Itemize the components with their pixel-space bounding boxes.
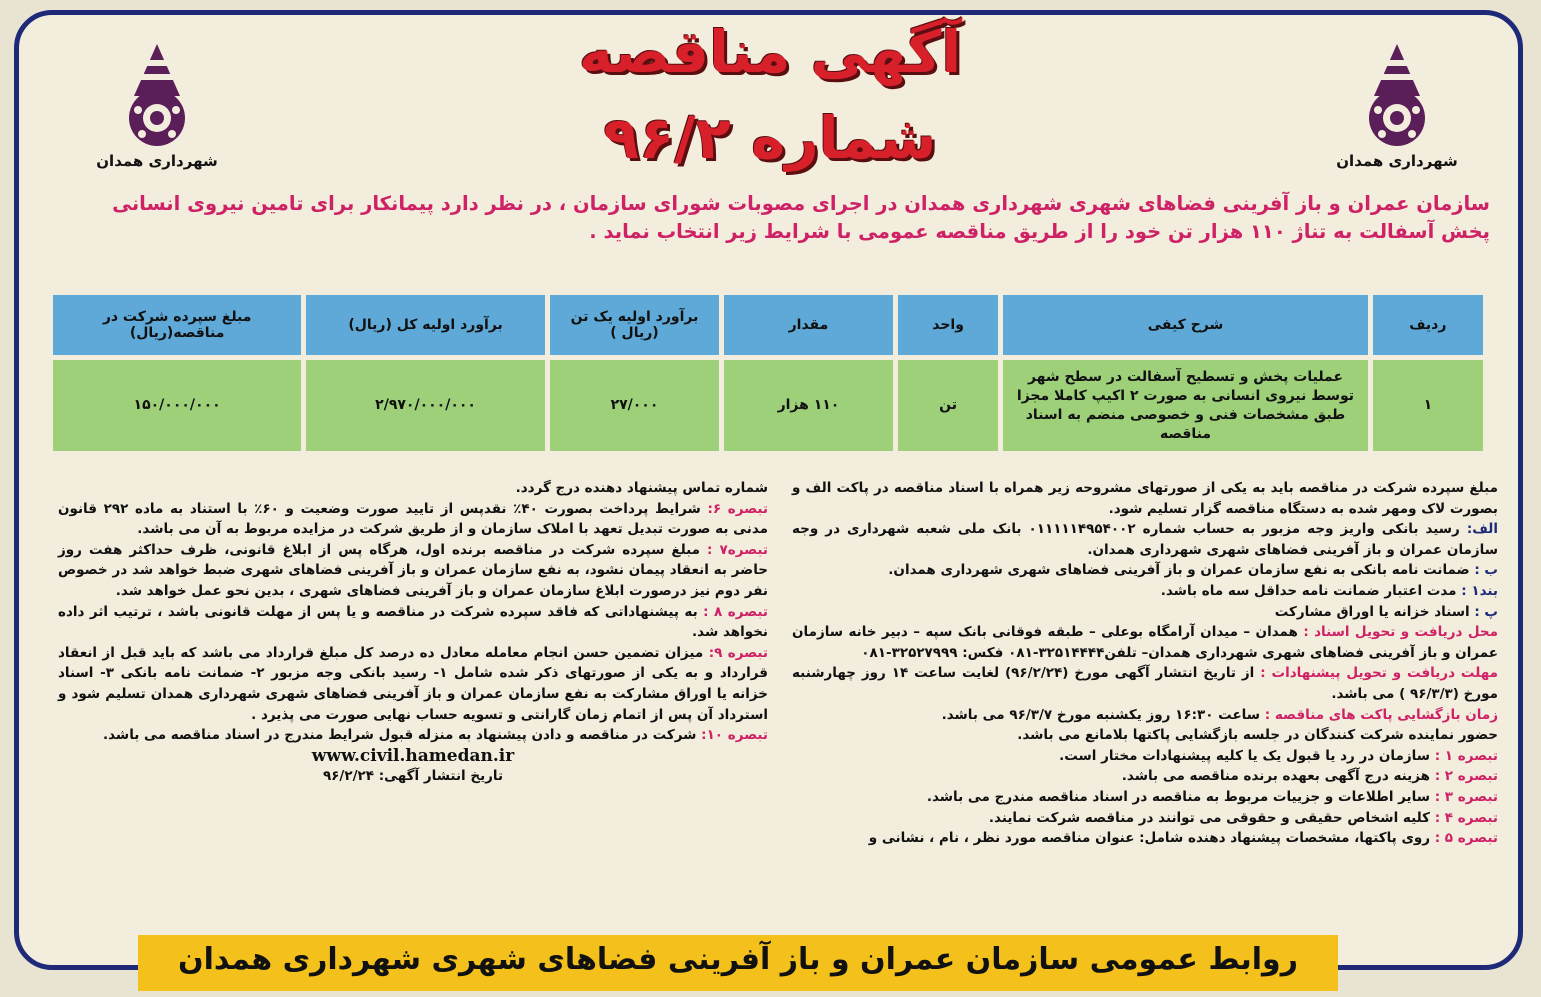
clause-be bbox=[792, 560, 1498, 581]
note-3 bbox=[792, 787, 1498, 808]
website-link[interactable]: www.civil.hamedan.ir bbox=[311, 745, 515, 766]
cell-total-estimate: ۲/۹۷۰/۰۰۰/۰۰۰ bbox=[306, 360, 545, 451]
note-label: تبصره۷ : bbox=[707, 541, 768, 558]
attendance-note: حضور نماینده شرکت کنندگان در جلسه بازگشایی پاکتها بلامانع می باشد. bbox=[1017, 727, 1498, 744]
note-10 bbox=[58, 725, 768, 746]
footer-public-relations: روابط عمومی سازمان عمران و باز آفرینی فضاهای شهری شهرداری همدان bbox=[178, 942, 1298, 977]
note-label: تبصره ۱ : bbox=[1434, 747, 1498, 764]
publish-date-label: تاریخ انتشار آگهی: bbox=[378, 768, 504, 785]
clause-pe bbox=[792, 602, 1498, 623]
note-1 bbox=[792, 746, 1498, 767]
note-text: شرکت در مناقصه و دادن پیشنهاد به منزله قبول شرایط مندرج در اسناد مناقصه می باشد. bbox=[103, 727, 697, 744]
clause-label: مهلت دریافت و تحویل پیشنهادات : bbox=[1260, 665, 1498, 682]
submission-deadline bbox=[792, 663, 1498, 704]
logo-caption: شهرداری همدان bbox=[96, 152, 218, 170]
note-label: تبصره ۴ : bbox=[1434, 809, 1498, 826]
note-text: سازمان در رد یا قبول یک یا کلیه پیشنهادات مختار است. bbox=[1059, 747, 1430, 764]
clause-label: ب : bbox=[1474, 562, 1498, 579]
logo-caption: شهرداری همدان bbox=[1336, 152, 1458, 170]
note-text: روی پاکتها، مشخصات پیشنهاد دهنده شامل: عنوان مناقصه مورد نظر ، نام ، نشانی و bbox=[868, 830, 1430, 847]
note-text: شرایط پرداخت بصورت ۴۰٪ نقدپس از تایید صورت وضعیت و ۶۰٪ با استناد به ماده ۲۹۲ قانون مدنی به صورت تبدیل تعهد با املاک سازمان و از طریق شرکت در مزایده مربوط به آن می باشد. bbox=[58, 500, 768, 538]
note-text: کلیه اشخاص حقیقی و حقوقی می توانند در مناقصه شرکت نمایند. bbox=[988, 809, 1430, 826]
clause-label: محل دریافت و تحویل اسناد : bbox=[1303, 624, 1498, 641]
tower-logo-icon bbox=[1362, 40, 1432, 150]
conditions-right-column bbox=[792, 478, 1498, 849]
note-text: میزان تضمین حسن انجام معامله معادل ده درصد کل مبلغ قرارداد می باشد که باید قبل از انعقاد قرارداد و به یکی از صورتهای ذکر شده شامل ۱- رسید بانکی وجه مزبور ۲- ضمانت نامه بانکی ۳- اسناد خزانه یا اوراق مشارکت به نفع سازمان عمران و باز آفرینی فضاهای شهری شهرداری همدان تسلیم شود و استرداد آن پس از اتمام زمان گارانتی و تسویه حساب نهایی صورت می پذیرد . bbox=[58, 644, 768, 723]
note-5-continued: شماره تماس پیشنهاد دهنده درج گردد. bbox=[515, 480, 768, 496]
note-text: سایر اطلاعات و جزییات مربوط به مناقصه در اسناد مناقصه مندرج می باشد. bbox=[926, 788, 1430, 805]
notice-number: شماره ۹۶/۲ bbox=[603, 104, 937, 172]
note-label: تبصره ۲ : bbox=[1434, 768, 1498, 785]
note-9 bbox=[58, 643, 768, 725]
cell-unit-estimate: ۲۷/۰۰۰ bbox=[550, 360, 719, 451]
note-label: تبصره ۸ : bbox=[703, 603, 768, 620]
tower-logo-icon bbox=[122, 40, 192, 150]
header-description: شرح کیفی bbox=[1003, 295, 1367, 355]
note-8 bbox=[58, 602, 768, 643]
clause-label: بند۱ : bbox=[1461, 582, 1498, 599]
clause-band1 bbox=[792, 581, 1498, 602]
cell-description: عملیات پخش و تسطیح آسفالت در سطح شهر توسط نیروی انسانی به صورت ۲ اکیپ کاملا مجزا طبق مشخصات فنی و خصوصی منضم به اسناد مناقصه bbox=[1003, 360, 1367, 451]
opening-time bbox=[792, 705, 1498, 726]
cell-quantity: ۱۱۰ هزار bbox=[724, 360, 893, 451]
note-label: تبصره ۶: bbox=[707, 500, 768, 517]
clause-text: رسید بانکی واریز وجه مزبور به حساب شماره ۰۱۱۱۱۱۴۹۵۴۰۰۲ بانک ملی شعبه شهرداری در وجه سازمان عمران و باز آفرینی فضاهای شهری شهرداری همدان. bbox=[792, 521, 1498, 558]
note-5 bbox=[792, 828, 1498, 849]
cell-deposit: ۱۵۰/۰۰۰/۰۰۰ bbox=[53, 360, 301, 451]
header-deposit: مبلغ سپرده شرکت در مناقصه(ریال) bbox=[53, 295, 301, 355]
intro-paragraph: سازمان عمران و باز آفرینی فضاهای شهری شهرداری همدان در اجرای مصوبات شورای سازمان ، در نظر دارد پیمانکار برای تامین نیروی انسانی پخش آسفالت به تناژ ۱۱۰ هزار تن خود را از طریق مناقصه عمومی با شرایط زیر انتخاب نماید . bbox=[112, 192, 1490, 243]
clause-text: همدان – میدان آرامگاه بوعلی – طبقه فوقانی بانک سپه – دبیر خانه سازمان عمران و باز آفرینی فضاهای شهری شهرداری همدان– تلفن۳۲۵۱۴۴۴۴-۰۸۱ فکس: ۳۲۵۲۷۹۹۹-۰۸۱ bbox=[792, 624, 1498, 661]
publish-date bbox=[58, 766, 768, 787]
table-header-row bbox=[53, 295, 1483, 355]
note-7 bbox=[58, 540, 768, 602]
note-6 bbox=[58, 499, 768, 540]
note-label: تبصره ۳ : bbox=[1434, 788, 1498, 805]
tender-table bbox=[48, 290, 1488, 456]
municipality-logo-right bbox=[1332, 40, 1462, 180]
deposit-paragraph: مبلغ سپرده شرکت در مناقصه باید به یکی از صورتهای مشروحه زیر همراه با اسناد مناقصه در پاکت الف و بصورت لاک ومهر شده به دستگاه مناقصه گزار تسلیم شود. bbox=[792, 480, 1498, 517]
note-4 bbox=[792, 808, 1498, 829]
header-row-number: ردیف bbox=[1373, 295, 1483, 355]
clause-label: الف: bbox=[1466, 521, 1499, 538]
header-unit-estimate: برآورد اولیه یک تن (ریال ) bbox=[550, 295, 719, 355]
clause-label: زمان بازگشایی پاکت های مناقصه : bbox=[1264, 706, 1498, 723]
clause-label: پ : bbox=[1474, 603, 1498, 620]
document-location bbox=[792, 622, 1498, 663]
municipality-logo-left bbox=[92, 40, 222, 180]
note-text: مبلغ سپرده شرکت در مناقصه برنده اول، هرگاه پس از ابلاغ قانونی، ظرف حداکثر هفت روز حاضر به انعقاد پیمان نشود، به نفع سازمان عمران و باز آفرینی فضاهای شهری ضبط خواهد شد در خصوص نفر دوم نیز درصورت ابلاغ سازمان عمران و باز آفرینی فضاهای شهری ، بدین نحو عمل خواهد شد. bbox=[58, 541, 768, 599]
note-label: تبصره ۱۰: bbox=[701, 727, 768, 744]
table-row bbox=[53, 360, 1483, 451]
conditions-left-column bbox=[58, 478, 768, 787]
note-label: تبصره ۹: bbox=[708, 644, 768, 661]
clause-alef bbox=[792, 519, 1498, 560]
notice-title: آگهی مناقصه bbox=[578, 18, 962, 86]
note-text: به پیشنهاداتی که فاقد سپرده شرکت در مناقصه و یا پس از مهلت قانونی باشد ، ترتیب اثر داده نخواهد شد. bbox=[58, 603, 768, 641]
clause-text: از تاریخ انتشار آگهی مورخ (۹۶/۲/۲۴) لغایت ساعت ۱۴ روز چهارشنبه مورخ (۹۶/۳/۳ ) می باشد. bbox=[792, 665, 1498, 702]
note-label: تبصره ۵ : bbox=[1434, 830, 1498, 847]
clause-text: اسناد خزانه یا اوراق مشارکت bbox=[1274, 603, 1470, 620]
header-unit: واحد bbox=[898, 295, 998, 355]
note-2 bbox=[792, 766, 1498, 787]
cell-row-number: ۱ bbox=[1373, 360, 1483, 451]
publish-date-value: ۹۶/۲/۲۴ bbox=[322, 768, 374, 785]
note-text: هزینه درج آگهی بعهده برنده مناقصه می باشد. bbox=[1121, 768, 1430, 785]
cell-unit: تن bbox=[898, 360, 998, 451]
clause-text: ساعت ۱۶:۳۰ روز یکشنبه مورخ ۹۶/۳/۷ می باشد. bbox=[941, 706, 1261, 723]
header-quantity: مقدار bbox=[724, 295, 893, 355]
header-total-estimate: برآورد اولیه کل (ریال) bbox=[306, 295, 545, 355]
clause-text: مدت اعتبار ضمانت نامه حداقل سه ماه باشد. bbox=[1160, 582, 1457, 599]
clause-text: ضمانت نامه بانکی به نفع سازمان عمران و باز آفرینی فضاهای شهری شهرداری همدان. bbox=[888, 562, 1470, 579]
